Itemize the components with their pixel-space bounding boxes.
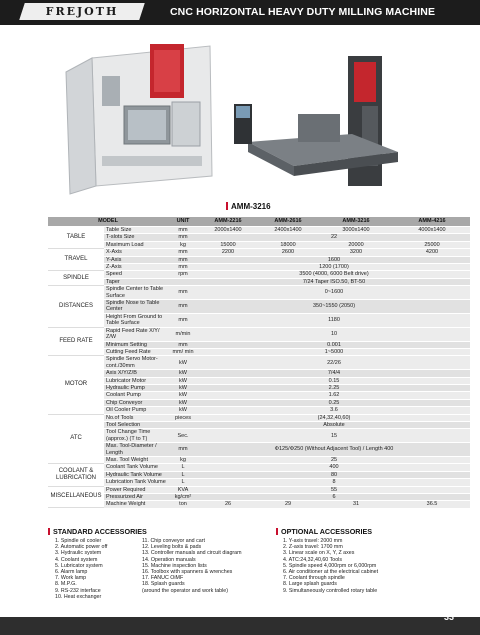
table-row [48, 457, 470, 464]
page-number: 33 [444, 612, 455, 622]
spec-value: 3.6 [198, 407, 470, 414]
spec-item: Spindle Servo Motor- cont./30mm [104, 356, 168, 370]
spec-item: Lubrication Tank Volume [104, 479, 168, 486]
spec-value: 1~5000 [198, 348, 470, 355]
spec-value: 1.62 [198, 392, 470, 399]
spec-value: 2400x1400 [258, 227, 318, 234]
spec-item: Height From Ground to Table Surface [104, 313, 168, 327]
spec-item: Speed [104, 271, 168, 278]
spec-unit: ton [168, 501, 198, 508]
list-item: 9. Simultaneously controlled rotary table [283, 587, 378, 594]
list-item: 18. Splash guards [142, 581, 185, 588]
spec-unit: m/min [168, 327, 198, 341]
list-item: 6. Air conditioner at the electrical cabinet [283, 569, 379, 576]
spec-category: COOLANT & LUBRICATION [48, 464, 104, 486]
table-row [48, 356, 470, 370]
spec-item: Cutting Feed Rate [104, 348, 168, 355]
list-item: 5. Lubricator system [55, 562, 103, 569]
table-row [48, 241, 470, 248]
spec-value: 4000x1400 [394, 227, 470, 234]
spec-unit: L [168, 471, 198, 478]
table-row [48, 227, 470, 234]
list-item: 8. Large splash guards [283, 581, 337, 588]
spec-unit: mm [168, 234, 198, 241]
spec-item: X-Axis [104, 249, 168, 256]
spec-value: 55 [198, 486, 470, 493]
spec-item: Spindle Center to Table Surface [104, 286, 168, 300]
spec-value: 20000 [318, 241, 394, 248]
spec-value: 26 [198, 501, 258, 508]
list-item: 2. Automatic power off [55, 544, 108, 551]
list-item: 10. Heat exchanger [55, 593, 102, 600]
spec-value: 350~1550 (2050) [198, 300, 470, 314]
table-row [48, 313, 470, 327]
spec-unit: mm [168, 300, 198, 314]
spec-value: 25 [198, 457, 470, 464]
table-row [48, 464, 470, 471]
photo-caption: AMM-3216 [226, 202, 271, 211]
header-model: MODEL [48, 217, 168, 227]
list-item: 8. M.P.G. [55, 581, 77, 588]
spec-item: No.of Tools [104, 414, 168, 421]
spec-item: T-slots Size [104, 234, 168, 241]
list-item: 12. Leveling bolts & pads [142, 544, 202, 551]
spec-value: 36.5 [394, 501, 470, 508]
spec-value: 4200 [394, 249, 470, 256]
spec-item: Pressurized Air [104, 494, 168, 501]
table-row [48, 234, 470, 241]
footer-bar [0, 617, 480, 635]
table-row [48, 256, 470, 263]
list-item: 3. Linear scale on X, Y, Z axes [283, 550, 355, 557]
spec-item: Max. Tool-Diameter / Length [104, 443, 168, 457]
page-title: CNC HORIZONTAL HEAVY DUTY MILLING MACHINE [170, 6, 436, 18]
table-row [48, 327, 470, 341]
spec-item: Coolant Pump [104, 392, 168, 399]
spec-unit: mm [168, 249, 198, 256]
list-item: 1. Y-axis travel: 2000 mm [283, 538, 343, 544]
spec-item: Maximum Load [104, 241, 168, 248]
spec-category: SPINDLE [48, 271, 104, 286]
spec-value: 0.001 [198, 341, 470, 348]
spec-item: Table Size [104, 227, 168, 234]
header-model-col: AMM-4216 [394, 217, 470, 227]
spec-unit: kW [168, 377, 198, 384]
spec-value: 7/4/4 [198, 370, 470, 377]
optional-accessories-title: OPTIONAL ACCESSORIES [276, 527, 372, 536]
table-row [48, 300, 470, 314]
spec-category: FEED RATE [48, 327, 104, 356]
spec-value: 7/24 Taper ISO.50, BT-50 [198, 278, 470, 285]
spec-value: 1180 [198, 313, 470, 327]
table-row [48, 392, 470, 399]
spec-unit: Sec. [168, 429, 198, 443]
spec-value: 0~1600 [198, 286, 470, 300]
spec-unit: KVA [168, 486, 198, 493]
spec-unit: mm [168, 341, 198, 348]
spec-header-row [48, 217, 470, 227]
spec-value: 2200 [198, 249, 258, 256]
spec-value: 3200 [318, 249, 394, 256]
table-row [48, 264, 470, 271]
table-row [48, 407, 470, 414]
spec-category: MOTOR [48, 356, 104, 414]
table-row [48, 486, 470, 493]
spec-category: TRAVEL [48, 249, 104, 271]
list-item: 11. Chip conveyor and cart [142, 538, 205, 544]
spec-value: (24,32,40,60) [198, 414, 470, 421]
spec-unit: L [168, 479, 198, 486]
spec-item: Tool Change Time (approx.) (T to T) [104, 429, 168, 443]
table-row [48, 348, 470, 355]
spec-value: 18000 [258, 241, 318, 248]
list-item: 9. RS-232 interface [55, 587, 101, 594]
spec-item: Lubricator Motor [104, 377, 168, 384]
spec-item: Chip Conveyor [104, 399, 168, 406]
spec-value: 2600 [258, 249, 318, 256]
spec-value: 31 [318, 501, 394, 508]
spec-value: 15000 [198, 241, 258, 248]
spec-unit: mm [168, 286, 198, 300]
table-row [48, 421, 470, 428]
spec-item: Minimum Setting [104, 341, 168, 348]
optional-accessories-list [283, 538, 378, 594]
spec-item: Taper [104, 278, 168, 285]
spec-unit: mm [168, 256, 198, 263]
spec-item: Power Required [104, 486, 168, 493]
spec-value: 400 [198, 464, 470, 471]
table-row [48, 479, 470, 486]
list-item: 17. FANUC OiMF [142, 575, 184, 582]
spec-value: 22 [198, 234, 470, 241]
table-row [48, 370, 470, 377]
spec-item: Oil Cooler Pump [104, 407, 168, 414]
spec-unit: mm [168, 264, 198, 271]
spec-value: Absolute [198, 421, 470, 428]
spec-value: 8 [198, 479, 470, 486]
spec-category: TABLE [48, 227, 104, 249]
spec-value: 6 [198, 494, 470, 501]
table-row [48, 501, 470, 508]
spec-unit: kg [168, 241, 198, 248]
spec-unit: kW [168, 399, 198, 406]
spec-item: Spindle Nose to Table Center [104, 300, 168, 314]
spec-value: 25000 [394, 241, 470, 248]
spec-value: 29 [258, 501, 318, 508]
table-row [48, 341, 470, 348]
table-row [48, 377, 470, 384]
spec-unit: kW [168, 384, 198, 391]
header-model-col: AMM-3216 [318, 217, 394, 227]
spec-unit: kW [168, 356, 198, 370]
spec-body [48, 227, 470, 508]
list-item: 13. Controller manuals and circuit diagram [142, 550, 242, 557]
spec-unit: mm [168, 227, 198, 234]
table-row [48, 399, 470, 406]
table-row [48, 471, 470, 478]
list-item: 4. ATC:24,32,40,60 Tools [283, 556, 342, 563]
spec-item: Z-Axis [104, 264, 168, 271]
table-row [48, 429, 470, 443]
spec-value: 0.15 [198, 377, 470, 384]
list-item: 7. Coolant through spindle [283, 575, 345, 582]
spec-unit [168, 278, 198, 285]
table-row [48, 271, 470, 278]
spec-value: 2000x1400 [198, 227, 258, 234]
list-item: 14. Operation manuals [142, 556, 196, 563]
spec-value: 80 [198, 471, 470, 478]
table-row [48, 494, 470, 501]
header-unit: UNIT [168, 217, 198, 227]
list-item: (around the operator and work table) [142, 587, 228, 594]
table-row [48, 278, 470, 285]
spec-table [48, 216, 470, 508]
spec-unit: mm [168, 313, 198, 327]
spec-item: Tool Selection [104, 421, 168, 428]
spec-item: Hydraulic Pump [104, 384, 168, 391]
spec-item: Hydraulic Tank Volume [104, 471, 168, 478]
list-item: 16. Toolbox with spanners & wrenches [142, 569, 233, 576]
list-item: 5. Spindle speed 4,000rpm or 6,000rpm [283, 562, 377, 569]
list-item: 7. Work lamp [55, 575, 87, 582]
spec-unit: L [168, 464, 198, 471]
list-item: 15. Machine inspection lists [142, 562, 207, 569]
spec-unit: kW [168, 370, 198, 377]
spec-unit: mm/ min [168, 348, 198, 355]
spec-value: 3000x1400 [318, 227, 394, 234]
table-row [48, 443, 470, 457]
spec-category: MISCELLANEOUS [48, 486, 104, 508]
spec-unit: kg [168, 457, 198, 464]
standard-accessories-title: STANDARD ACCESSORIES [48, 527, 147, 536]
spec-item: Axis X/Y/Z/B [104, 370, 168, 377]
table-row [48, 286, 470, 300]
spec-unit: rpm [168, 271, 198, 278]
list-item: 4. Coolant system [55, 556, 98, 563]
spec-unit: kW [168, 392, 198, 399]
spec-value: 3500 (4000, 6000 Belt drive) [198, 271, 470, 278]
machine-photo [62, 36, 420, 201]
spec-unit [168, 421, 198, 428]
header-model-col: AMM-2216 [198, 217, 258, 227]
header-bar [0, 0, 480, 25]
spec-value: 0.25 [198, 399, 470, 406]
standard-accessories-list [142, 538, 242, 594]
spec-value: 1200 (1700) [198, 264, 470, 271]
spec-value: 22/26 [198, 356, 470, 370]
spec-value: 15 [198, 429, 470, 443]
spec-item: Max. Tool Weight [104, 457, 168, 464]
spec-unit: mm [168, 443, 198, 457]
spec-unit: pieces [168, 414, 198, 421]
list-item: 3. Hydraulic system [55, 550, 102, 557]
spec-item: Machine Weight [104, 501, 168, 508]
spec-category: ATC [48, 414, 104, 464]
spec-item: Coolant Tank Volume [104, 464, 168, 471]
spec-item: Rapid Feed Rate X/Y/ Z/W [104, 327, 168, 341]
standard-accessories-list [55, 538, 107, 600]
table-row [48, 384, 470, 391]
spec-unit: kg/cm² [168, 494, 198, 501]
list-item: 6. Alarm lamp [55, 569, 88, 576]
spec-value: Φ125/Φ250 (Without Adjacent Tool) / Length 400 [198, 443, 470, 457]
spec-value: 10 [198, 327, 470, 341]
table-row [48, 249, 470, 256]
spec-item: Y-Axis [104, 256, 168, 263]
brand-logo: FREJOTH [19, 3, 145, 20]
list-item: 2. Z-axis travel: 1700 mm [283, 544, 343, 551]
spec-unit: kW [168, 407, 198, 414]
table-row [48, 414, 470, 421]
spec-value: 1600 [198, 256, 470, 263]
spec-value: 2.25 [198, 384, 470, 391]
header-model-col: AMM-2616 [258, 217, 318, 227]
list-item: 1. Spindle oil cooler [55, 538, 102, 544]
spec-category: DISTANCES [48, 286, 104, 327]
